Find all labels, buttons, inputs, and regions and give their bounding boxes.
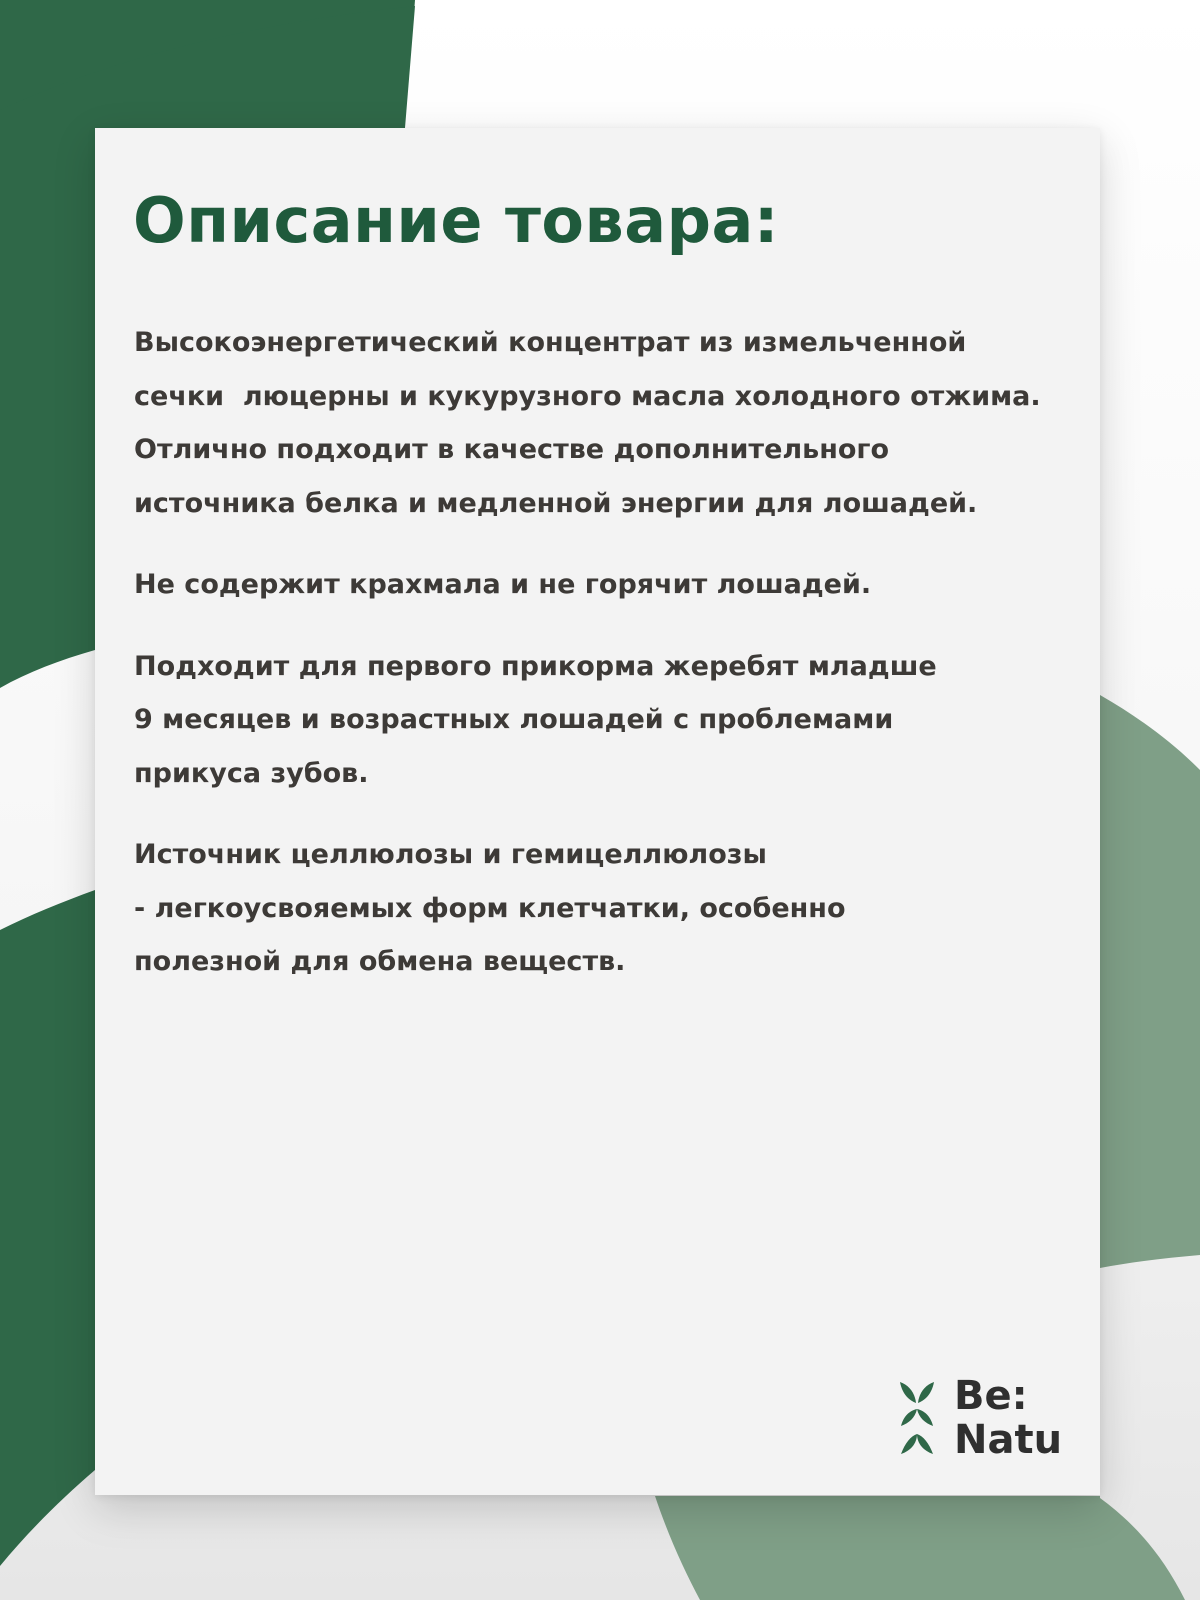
paragraph-line: Отлично подходит в качестве дополнительного xyxy=(134,434,890,465)
paragraph-line: сечки люцерны и кукурузного масла холодного отжима. xyxy=(134,380,1041,412)
description-paragraph xyxy=(134,558,1074,612)
light-green-shape-right xyxy=(1100,695,1200,1268)
paragraph-line: полезной для обмена веществ. xyxy=(134,946,626,977)
paragraph-line: - легкоусвояемых форм клетчатки, особенно xyxy=(134,892,846,924)
page-title: Описание товара: xyxy=(133,184,780,257)
brand-name-line-1: Be: xyxy=(954,1373,1028,1419)
paragraph-line: источника белка и медленной энергии для лошадей. xyxy=(134,487,978,519)
dark-green-shape-bottom xyxy=(0,890,95,1566)
paragraph-line: Источник целлюлозы и гемицеллюлозы xyxy=(134,839,767,870)
description-paragraph xyxy=(134,828,1074,989)
brand-name-line-2: Natu xyxy=(954,1417,1063,1463)
description-paragraph xyxy=(134,640,1074,801)
brand-logo xyxy=(898,1373,1068,1463)
product-description-card xyxy=(95,128,1100,1495)
paragraph-line: Подходит для первого прикорма жеребят младше xyxy=(134,650,937,682)
description-body xyxy=(134,316,1074,1017)
paragraph-line: 9 месяцев и возрастных лошадей с проблемами xyxy=(134,704,894,735)
sprout-leaves-icon xyxy=(898,1378,936,1458)
paragraph-line: Высокоэнергетический концентрат из измельченной xyxy=(134,327,967,358)
paragraph-line: Не содержит крахмала и не горячит лошадей. xyxy=(134,569,872,600)
light-green-shape-bottom xyxy=(655,1496,1185,1600)
paragraph-line: прикуса зубов. xyxy=(134,757,369,789)
brand-name xyxy=(954,1374,1062,1462)
description-paragraph xyxy=(134,316,1074,530)
